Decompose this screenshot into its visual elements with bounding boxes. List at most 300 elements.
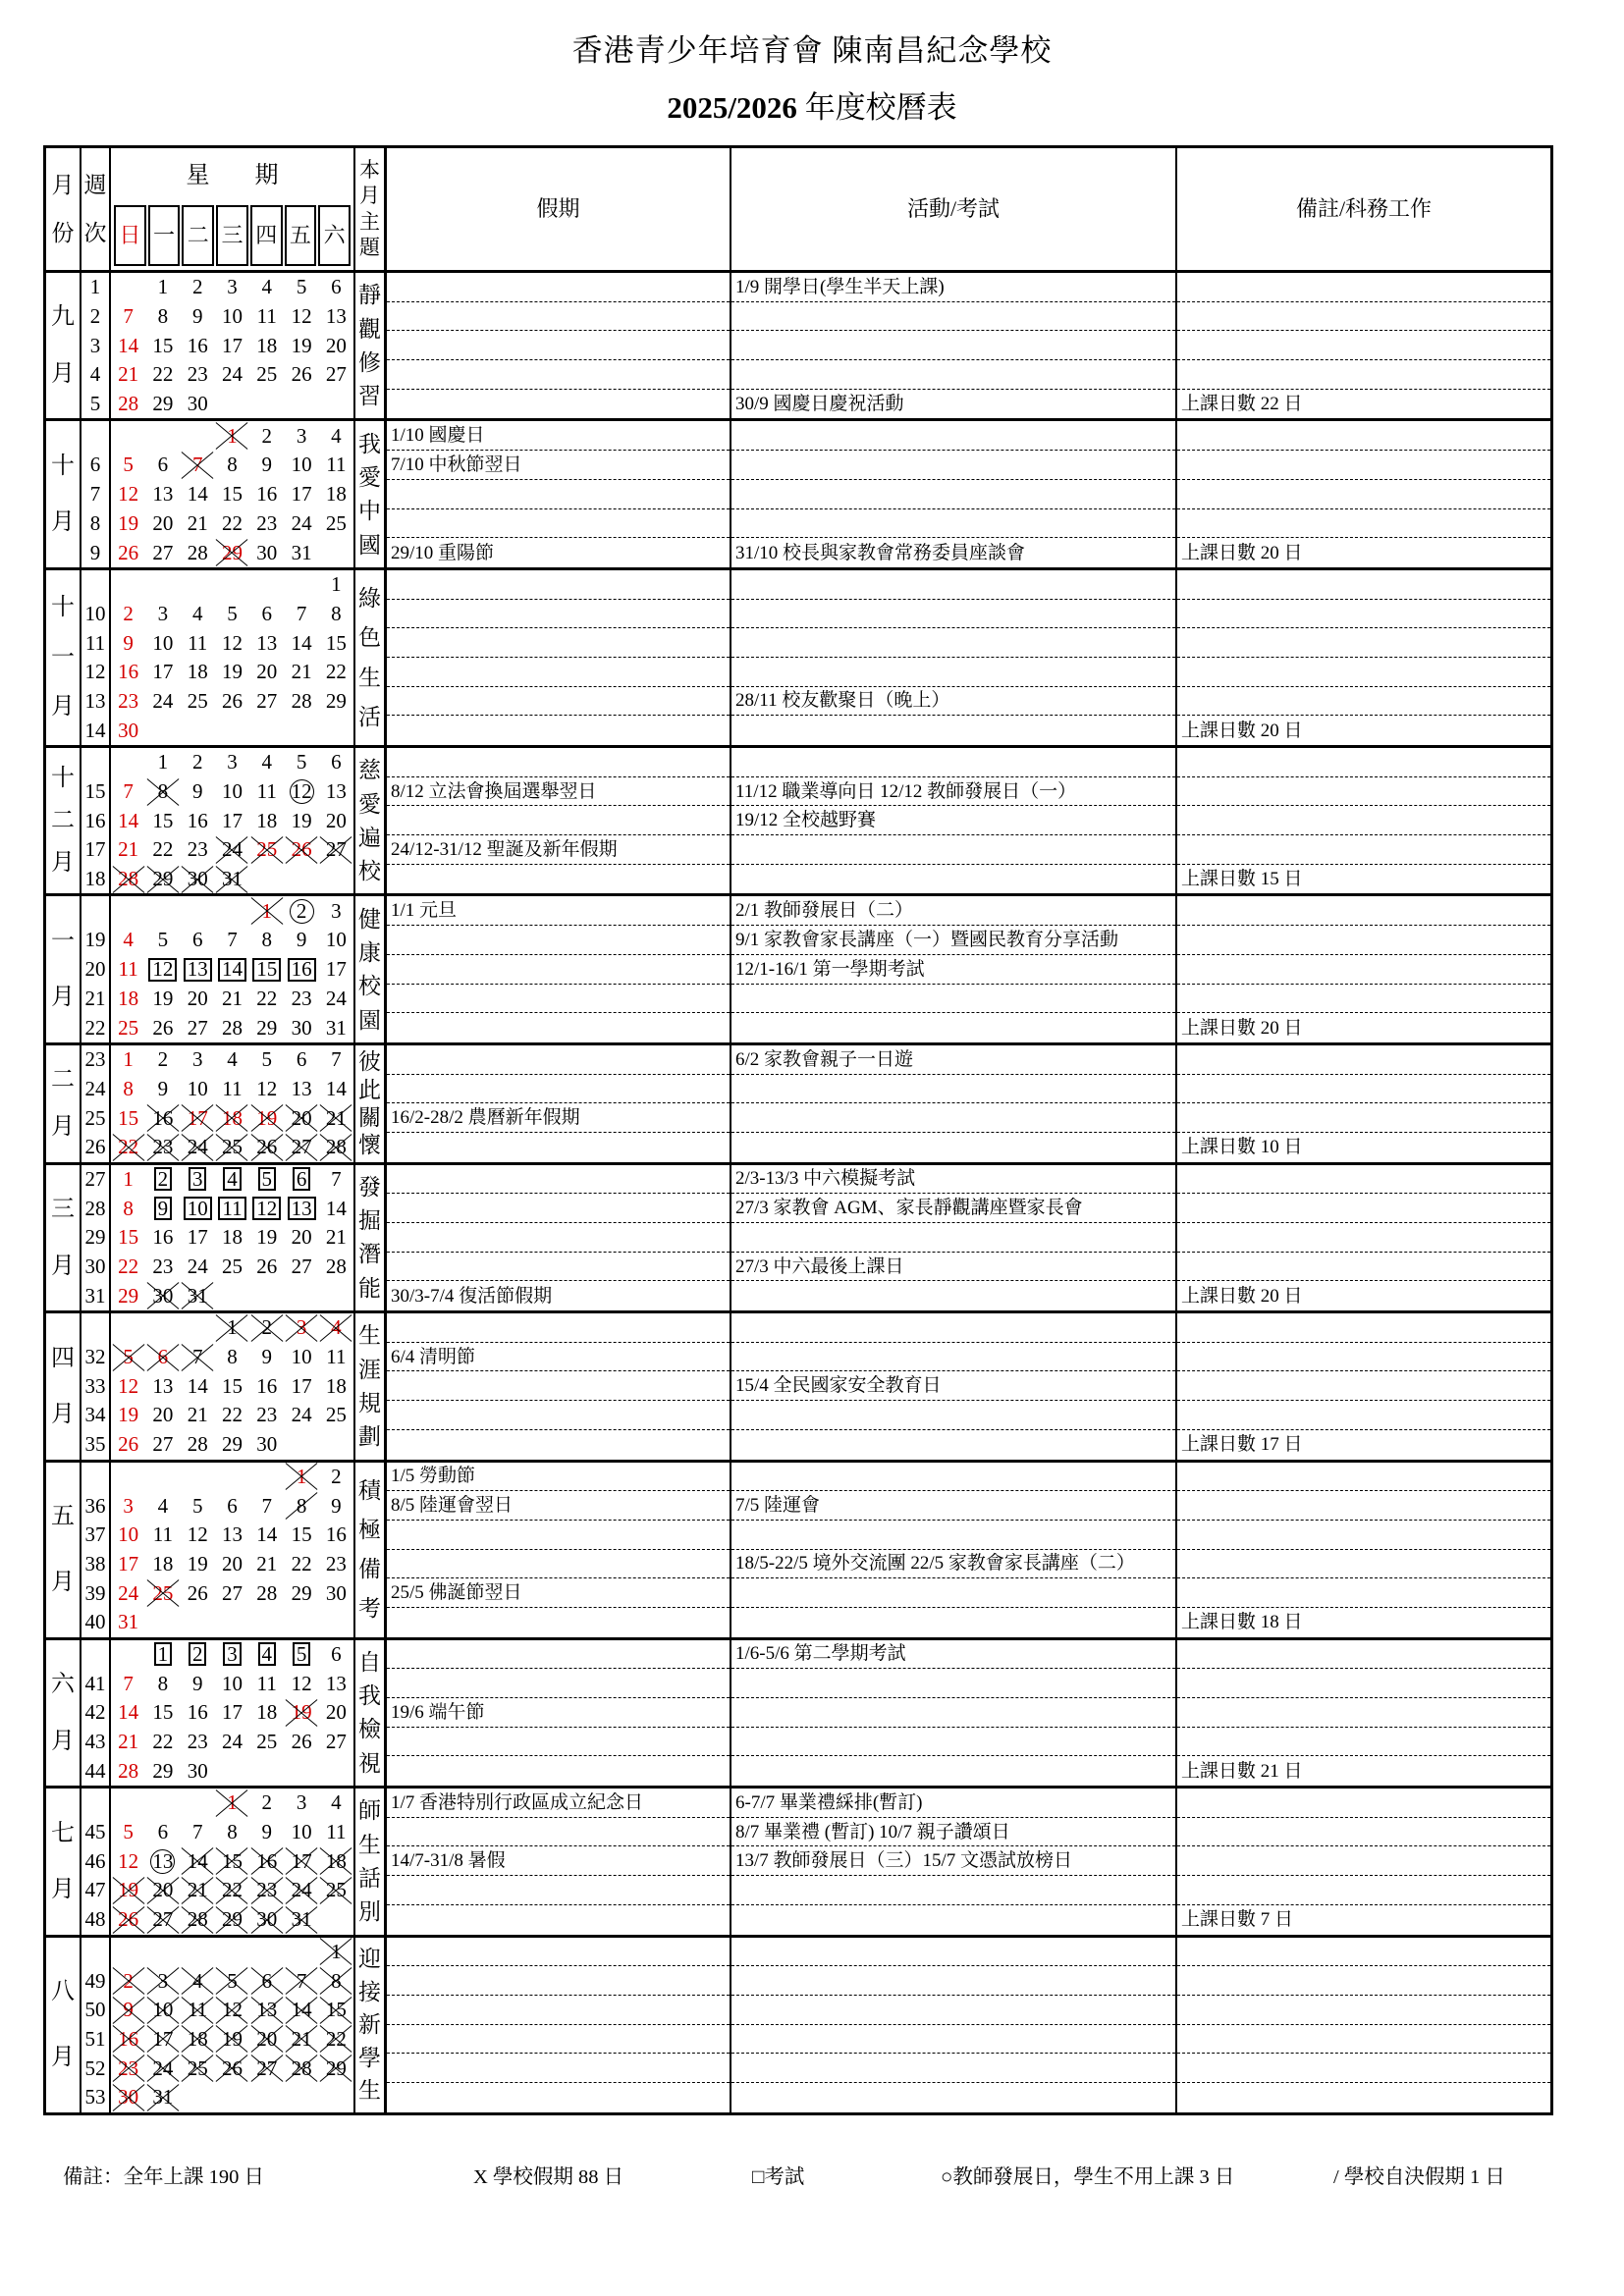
theme-char: 視 xyxy=(358,1750,381,1776)
date-number: 24 xyxy=(187,1135,208,1159)
holiday-entry xyxy=(387,600,730,629)
date-cell xyxy=(215,480,249,509)
remark-entry xyxy=(1177,360,1550,390)
date-number: 22 xyxy=(152,1730,174,1754)
date-cell xyxy=(284,2025,318,2055)
date-cell xyxy=(181,926,215,955)
date-number: 20 xyxy=(291,1105,312,1130)
date-cell xyxy=(181,1401,215,1430)
date-cell xyxy=(111,716,145,745)
date-number: 22 xyxy=(325,660,347,684)
date-number: 21 xyxy=(325,1225,347,1250)
date-number: 25 xyxy=(187,688,208,713)
date-number: 26 xyxy=(221,688,243,713)
date-cell xyxy=(111,1165,145,1195)
date-cell xyxy=(215,509,249,539)
date-number: 19 xyxy=(291,808,312,832)
holiday-entry xyxy=(387,1640,730,1670)
date-number: 15 xyxy=(152,333,174,357)
remark-entry xyxy=(1177,1371,1550,1401)
holiday-entry xyxy=(387,1194,730,1223)
date-cell xyxy=(249,1789,284,1818)
date-number: 19 xyxy=(221,2026,243,2051)
activities-column xyxy=(731,748,1177,893)
remark-entry: 上課日數 17 日 xyxy=(1181,1434,1303,1456)
date-cell xyxy=(111,1608,145,1637)
date-cell xyxy=(145,1966,180,1996)
date-cell xyxy=(145,1728,180,1757)
date-number: 6 xyxy=(331,750,342,774)
date-cell xyxy=(111,835,145,865)
month-theme xyxy=(355,1313,387,1459)
date-number: 28 xyxy=(221,1015,243,1040)
date-cell xyxy=(181,658,215,687)
date-cell xyxy=(145,1103,180,1133)
week-number: 37 xyxy=(84,1522,106,1547)
month-theme xyxy=(355,273,387,418)
activity-entry xyxy=(731,658,1175,687)
date-cell xyxy=(319,628,353,658)
date-number: 13 xyxy=(256,630,278,655)
date-number: 16 xyxy=(152,1225,174,1250)
remark-entry xyxy=(1177,2054,1550,2083)
activity-entry: 27/3 家教會 AGM、家長靜觀講座暨家長會 xyxy=(731,1194,1175,1223)
date-cell xyxy=(215,570,249,600)
date-cell xyxy=(284,1938,318,1967)
remarks-column xyxy=(1177,1463,1550,1637)
date-number: 4 xyxy=(261,275,273,299)
date-number: 9 xyxy=(191,779,203,804)
date-cell xyxy=(111,1550,145,1579)
activities-column xyxy=(731,421,1177,566)
holiday-entry xyxy=(387,1608,730,1637)
date-cell xyxy=(111,1789,145,1818)
date-number: 21 xyxy=(291,660,312,684)
date-number: 8 xyxy=(296,1493,307,1518)
date-cell xyxy=(181,1876,215,1905)
week-number: 22 xyxy=(84,1015,106,1040)
month-label xyxy=(46,273,81,418)
date-cell xyxy=(249,421,284,451)
date-cell xyxy=(145,1075,180,1104)
month-theme xyxy=(355,1165,387,1310)
date-number: 12 xyxy=(291,304,312,329)
date-number: 23 xyxy=(118,688,139,713)
date-cell xyxy=(145,1756,180,1786)
date-cell xyxy=(181,1430,215,1460)
date-cell xyxy=(215,1463,249,1492)
date-cell xyxy=(181,1371,215,1401)
holiday-entry xyxy=(387,1905,730,1935)
date-number: 12 xyxy=(148,958,177,982)
date-cell xyxy=(319,806,353,835)
activity-entry: 28/11 校友歡聚日（晚上） xyxy=(731,687,1175,717)
date-number: 6 xyxy=(261,601,273,625)
date-cell xyxy=(284,985,318,1014)
date-cell xyxy=(215,687,249,717)
date-number: 24 xyxy=(187,1255,208,1279)
month-label-char: 七 xyxy=(51,1820,75,1846)
date-number: 23 xyxy=(256,1403,278,1427)
date-cell xyxy=(284,1133,318,1162)
date-number: 12 xyxy=(256,1076,278,1100)
date-cell xyxy=(284,2083,318,2112)
week-number: 9 xyxy=(89,540,101,564)
header-char: 主 xyxy=(359,209,380,234)
date-cell xyxy=(319,1938,353,1967)
date-number: 30 xyxy=(256,1907,278,1932)
month-label-char: 十 xyxy=(51,453,75,479)
date-cell xyxy=(111,1430,145,1460)
date-number: 20 xyxy=(152,1403,174,1427)
date-number: 28 xyxy=(187,1432,208,1457)
theme-char: 慈 xyxy=(358,758,381,783)
date-cell xyxy=(111,1075,145,1104)
holiday-entry xyxy=(387,1313,730,1343)
date-cell xyxy=(249,302,284,332)
date-cell xyxy=(319,2054,353,2083)
date-cell xyxy=(215,421,249,451)
date-cell xyxy=(111,1996,145,2025)
date-cell xyxy=(111,1013,145,1042)
holiday-entry xyxy=(387,273,730,302)
date-cell xyxy=(111,1253,145,1282)
date-cell xyxy=(145,1463,180,1492)
date-number: 28 xyxy=(325,1255,347,1279)
holiday-entry: 1/10 國慶日 xyxy=(387,421,730,451)
remark-entry xyxy=(1177,480,1550,509)
date-number: 12 xyxy=(252,1197,281,1220)
legend-school-holiday: X 學校假期 88 日 xyxy=(473,2166,624,2188)
remarks-column xyxy=(1177,421,1550,566)
date-cell xyxy=(181,1550,215,1579)
date-cell xyxy=(319,896,353,926)
date-cell xyxy=(319,1905,353,1935)
date-cell xyxy=(284,390,318,419)
date-number: 19 xyxy=(152,986,174,1010)
date-number: 5 xyxy=(157,928,169,952)
week-number: 19 xyxy=(84,928,106,952)
date-number: 26 xyxy=(291,362,312,387)
date-number: 5 xyxy=(227,601,238,625)
date-cell xyxy=(181,1938,215,1967)
date-number: 3 xyxy=(227,750,238,774)
date-cell xyxy=(111,480,145,509)
activity-entry: 6/2 家教會親子一日遊 xyxy=(731,1045,1175,1075)
date-number: 22 xyxy=(221,510,243,535)
date-cell xyxy=(215,538,249,567)
activity-entry xyxy=(731,2054,1175,2083)
holiday-entry xyxy=(387,1430,730,1460)
remark-entry xyxy=(1177,1313,1550,1343)
activity-entry xyxy=(731,331,1175,360)
remark-entry xyxy=(1177,985,1550,1014)
date-cell xyxy=(319,1640,353,1670)
date-cell xyxy=(249,1343,284,1372)
date-cell xyxy=(215,1996,249,2025)
activity-entry: 8/7 畢業禮 (暫訂) 10/7 親子讚頌日 xyxy=(731,1818,1175,1847)
date-cell xyxy=(284,1401,318,1430)
date-number: 26 xyxy=(152,1015,174,1040)
date-number: 15 xyxy=(152,808,174,832)
date-number: 16 xyxy=(325,1522,347,1547)
date-cell xyxy=(249,777,284,807)
date-number: 23 xyxy=(118,2056,139,2080)
date-number: 31 xyxy=(291,540,312,564)
date-number: 11 xyxy=(152,1522,174,1547)
holiday-entry xyxy=(387,2083,730,2112)
date-cell xyxy=(284,865,318,894)
date-grid xyxy=(111,570,355,745)
week-number: 39 xyxy=(84,1580,106,1605)
date-number: 3 xyxy=(191,1047,203,1072)
theme-char: 觀 xyxy=(358,316,381,342)
date-number: 18 xyxy=(221,1105,243,1130)
date-cell xyxy=(319,1045,353,1075)
date-number: 5 xyxy=(293,1642,311,1666)
date-number: 8 xyxy=(157,779,169,804)
date-cell xyxy=(111,1045,145,1075)
date-cell xyxy=(319,2025,353,2055)
activities-column xyxy=(731,1938,1177,2112)
header-char: 題 xyxy=(359,236,380,260)
week-number: 7 xyxy=(89,482,101,507)
month-label-char: 月 xyxy=(51,694,75,721)
date-cell xyxy=(215,1938,249,1967)
month-label-char: 月 xyxy=(51,2045,75,2071)
holiday-entry: 16/2-28/2 農曆新年假期 xyxy=(387,1103,730,1133)
date-grid xyxy=(111,1313,355,1459)
date-number: 5 xyxy=(296,750,307,774)
date-grid xyxy=(111,1463,355,1637)
date-cell xyxy=(215,1165,249,1195)
date-number: 1 xyxy=(154,1642,173,1666)
date-cell xyxy=(284,1550,318,1579)
date-number: 10 xyxy=(325,928,347,952)
date-number: 13 xyxy=(152,482,174,507)
date-cell xyxy=(249,1430,284,1460)
date-number: 2 xyxy=(261,423,273,448)
date-cell xyxy=(249,331,284,360)
date-cell xyxy=(319,777,353,807)
remark-entry xyxy=(1177,570,1550,600)
theme-char: 懷 xyxy=(358,1133,381,1158)
activities-column xyxy=(731,1789,1177,1934)
date-cell xyxy=(319,1194,353,1223)
remarks-column xyxy=(1177,896,1550,1041)
year-label: 2025/2026 xyxy=(667,90,797,125)
theme-char: 自 xyxy=(358,1649,381,1675)
date-cell xyxy=(319,421,353,451)
date-number: 21 xyxy=(118,362,139,387)
activity-entry xyxy=(731,1313,1175,1343)
date-number: 26 xyxy=(118,1432,139,1457)
week-number: 1 xyxy=(89,275,101,299)
date-grid xyxy=(111,1640,355,1786)
date-cell xyxy=(111,421,145,451)
date-cell xyxy=(249,1313,284,1343)
date-cell xyxy=(145,331,180,360)
date-number: 14 xyxy=(218,958,246,982)
date-cell xyxy=(215,1223,249,1253)
header-holiday-column: 假期 xyxy=(387,148,731,270)
date-number: 31 xyxy=(152,2085,174,2109)
date-number: 7 xyxy=(296,1968,307,1993)
date-cell xyxy=(319,1401,353,1430)
date-cell xyxy=(111,955,145,985)
date-cell xyxy=(111,1343,145,1372)
date-number: 21 xyxy=(325,1105,347,1130)
date-cell xyxy=(111,600,145,629)
date-cell xyxy=(111,1281,145,1310)
date-cell xyxy=(249,360,284,390)
date-cell xyxy=(249,658,284,687)
activity-entry: 1/6-5/6 第二學期考試 xyxy=(731,1640,1175,1670)
date-number: 5 xyxy=(258,1167,277,1191)
date-grid xyxy=(111,896,355,1041)
date-number: 30 xyxy=(325,1580,347,1605)
date-cell xyxy=(181,421,215,451)
date-number: 19 xyxy=(291,333,312,357)
month-label-char: 月 xyxy=(51,360,75,387)
weekday-label: 日 xyxy=(114,205,146,266)
date-cell xyxy=(181,1133,215,1162)
legend-total-school-days: 備註：全年上課 190 日 xyxy=(63,2166,264,2188)
date-number: 3 xyxy=(123,1493,134,1518)
holiday-entry xyxy=(387,955,730,985)
theme-char: 接 xyxy=(358,1979,381,2004)
date-cell xyxy=(181,1281,215,1310)
date-number: 25 xyxy=(325,510,347,535)
remark-entry xyxy=(1177,1966,1550,1996)
date-number: 7 xyxy=(296,601,307,625)
date-number: 23 xyxy=(256,510,278,535)
date-grid xyxy=(111,273,355,418)
date-cell xyxy=(319,1728,353,1757)
date-number: 15 xyxy=(221,1848,243,1873)
remarks-column xyxy=(1177,1938,1550,2112)
date-number: 14 xyxy=(187,482,208,507)
holiday-entry xyxy=(387,716,730,745)
date-number: 26 xyxy=(118,540,139,564)
date-grid xyxy=(111,1789,355,1934)
date-cell xyxy=(319,835,353,865)
date-cell xyxy=(215,1550,249,1579)
date-number: 24 xyxy=(221,362,243,387)
activity-entry xyxy=(731,1343,1175,1372)
theme-char: 校 xyxy=(358,859,381,884)
date-cell xyxy=(181,1491,215,1521)
week-number xyxy=(81,570,109,600)
month-block-6 xyxy=(46,1045,1550,1165)
month-block-10 xyxy=(46,1640,1550,1789)
date-cell xyxy=(284,1103,318,1133)
date-number: 4 xyxy=(331,423,342,448)
holidays-column xyxy=(387,1789,731,1934)
date-number: 7 xyxy=(123,779,134,804)
date-cell xyxy=(319,658,353,687)
activity-entry xyxy=(731,302,1175,332)
month-label-char: 五 xyxy=(51,1503,75,1529)
date-cell xyxy=(181,1818,215,1847)
weekday-label: 四 xyxy=(250,205,283,266)
date-number: 2 xyxy=(191,750,203,774)
date-number: 6 xyxy=(157,453,169,477)
date-number: 22 xyxy=(256,986,278,1010)
holidays-column xyxy=(387,1313,731,1459)
week-number: 43 xyxy=(84,1730,106,1754)
date-cell xyxy=(111,1938,145,1967)
theme-char: 學 xyxy=(358,2045,381,2070)
date-cell xyxy=(111,1194,145,1223)
date-cell xyxy=(215,896,249,926)
page-title xyxy=(0,82,1624,127)
date-cell xyxy=(249,1401,284,1430)
date-number: 21 xyxy=(256,1551,278,1575)
month-theme xyxy=(355,896,387,1041)
date-number: 13 xyxy=(152,1373,174,1398)
date-number: 7 xyxy=(123,304,134,329)
date-number: 20 xyxy=(152,1878,174,1902)
date-number: 14 xyxy=(325,1196,347,1220)
holiday-entry xyxy=(387,509,730,539)
theme-char: 發 xyxy=(358,1174,381,1200)
date-cell xyxy=(145,273,180,302)
date-number: 31 xyxy=(118,1610,139,1634)
date-number: 17 xyxy=(325,957,347,982)
date-number: 4 xyxy=(331,1790,342,1815)
date-cell xyxy=(111,390,145,419)
date-cell xyxy=(284,1491,318,1521)
date-cell xyxy=(215,806,249,835)
month-label-char: 一 xyxy=(51,928,75,954)
date-cell xyxy=(284,658,318,687)
date-number: 15 xyxy=(325,1998,347,2022)
holiday-entry xyxy=(387,1818,730,1847)
date-number: 9 xyxy=(261,453,273,477)
date-number: 20 xyxy=(256,660,278,684)
date-cell xyxy=(111,1876,145,1905)
date-number: 11 xyxy=(188,630,208,655)
date-number: 9 xyxy=(191,304,203,329)
date-number: 23 xyxy=(291,986,312,1010)
holiday-entry xyxy=(387,1401,730,1430)
holiday-entry xyxy=(387,302,730,332)
date-cell xyxy=(319,716,353,745)
theme-char: 生 xyxy=(358,665,381,690)
month-block-11 xyxy=(46,1789,1550,1937)
week-numbers xyxy=(81,1313,111,1459)
month-label xyxy=(46,1938,81,2112)
date-grid xyxy=(111,421,355,566)
remark-entry: 上課日數 10 日 xyxy=(1181,1137,1303,1158)
holiday-entry: 6/4 清明節 xyxy=(387,1343,730,1372)
date-cell xyxy=(319,1430,353,1460)
week-number: 41 xyxy=(84,1671,106,1695)
date-number: 15 xyxy=(118,1105,139,1130)
date-cell xyxy=(284,687,318,717)
date-number: 11 xyxy=(188,1998,208,2022)
date-number: 16 xyxy=(288,958,316,982)
remarks-column xyxy=(1177,1640,1550,1786)
date-number: 25 xyxy=(187,2056,208,2080)
date-cell xyxy=(145,955,180,985)
date-cell xyxy=(145,509,180,539)
remark-entry: 上課日數 18 日 xyxy=(1181,1612,1303,1633)
date-number: 10 xyxy=(152,1998,174,2022)
date-cell xyxy=(215,302,249,332)
date-cell xyxy=(319,926,353,955)
